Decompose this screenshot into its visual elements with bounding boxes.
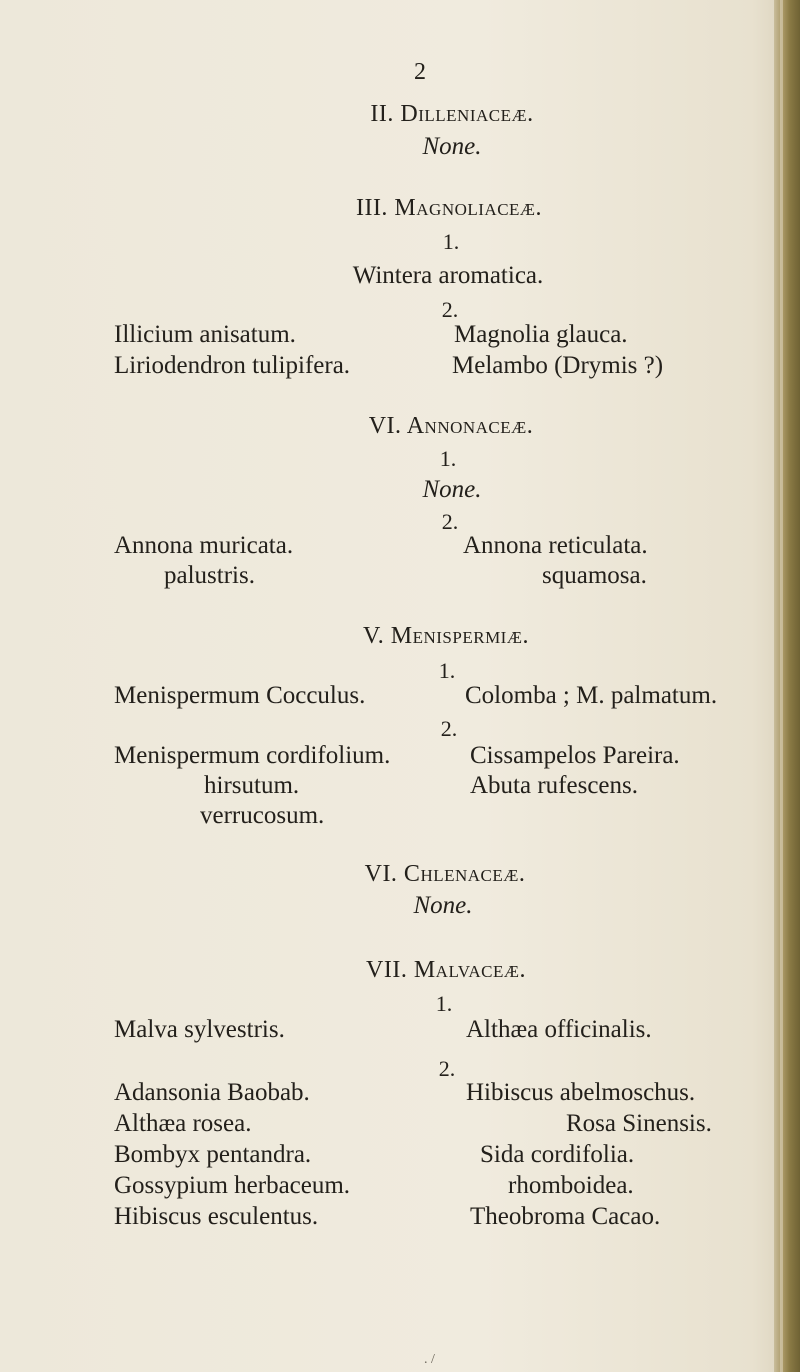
malvaceae-right-item: rhomboidea. — [508, 1172, 634, 1199]
dilleniaceae-heading: II. Dilleniaceæ. — [370, 101, 534, 127]
page-edge — [774, 0, 800, 1372]
malvaceae-left-item: Adansonia Baobab. — [114, 1079, 310, 1106]
footer-mark: . / — [424, 1352, 435, 1367]
magnoliaceae-left-item: Liriodendron tulipifera. — [114, 352, 351, 379]
annonaceae-left-item: Annona muricata. — [114, 532, 294, 559]
malvaceae-left-item: Hibiscus esculentus. — [114, 1203, 319, 1230]
menispermiae-left-item: verrucosum. — [200, 802, 325, 829]
malvaceae-right-item: Theobroma Cacao. — [470, 1203, 661, 1230]
annonaceae-heading: VI. Annonaceæ. — [368, 413, 534, 439]
malvaceae-heading: VII. Malvaceæ. — [366, 957, 526, 983]
page-number: 2 — [414, 59, 426, 85]
annonaceae-left-item: palustris. — [164, 562, 255, 589]
dilleniaceae-note: None. — [422, 133, 482, 160]
menispermiae-heading: V. Menispermiæ. — [363, 623, 529, 649]
menispermiae-right-item: Cissampelos Pareira. — [470, 742, 680, 769]
chlenaceae-heading: VI. Chlenaceæ. — [364, 861, 526, 887]
malvaceae-left-item: Althæa rosea. — [114, 1110, 252, 1137]
annonaceae-right-item: squamosa. — [542, 562, 647, 589]
annonaceae-group1-note: None. — [422, 476, 482, 503]
magnoliaceae-right-item: Melambo (Drymis ?) — [452, 352, 664, 379]
menispermiae-group2-label: 2. — [440, 716, 458, 741]
annonaceae-right-item: Annona reticulata. — [463, 532, 648, 559]
annonaceae-group2-label: 2. — [441, 509, 459, 534]
magnoliaceae-heading: III. Magnoliaceæ. — [355, 195, 543, 221]
malvaceae-left-item: Gossypium herbaceum. — [114, 1172, 351, 1199]
menispermiae-group1-left: Menispermum Cocculus. — [114, 682, 366, 709]
malvaceae-right-item: Rosa Sinensis. — [566, 1110, 712, 1137]
chlenaceae-note: None. — [413, 892, 473, 919]
malvaceae-group1-label: 1. — [435, 991, 453, 1016]
menispermiae-group1-right: Colomba ; M. palmatum. — [465, 682, 718, 709]
menispermiae-left-item: Menispermum cordifolium. — [114, 742, 391, 769]
annonaceae-group1-label: 1. — [439, 446, 457, 471]
menispermiae-right-item: Abuta rufescens. — [470, 772, 638, 799]
menispermiae-left-item: hirsutum. — [204, 772, 300, 799]
malvaceae-right-item: Hibiscus abelmoschus. — [466, 1079, 696, 1106]
magnoliaceae-group1-item: Wintera aromatica. — [352, 262, 544, 289]
malvaceae-group1-right: Althæa officinalis. — [466, 1016, 652, 1043]
malvaceae-group1-left: Malva sylvestris. — [114, 1016, 285, 1043]
menispermiae-group1-label: 1. — [438, 658, 456, 683]
malvaceae-group2-label: 2. — [438, 1056, 456, 1081]
malvaceae-right-item: Sida cordifolia. — [480, 1141, 635, 1168]
magnoliaceae-group2-label: 2. — [441, 297, 459, 322]
magnoliaceae-left-item: Illicium anisatum. — [114, 321, 296, 348]
malvaceae-left-item: Bombyx pentandra. — [114, 1141, 312, 1168]
magnoliaceae-right-item: Magnolia glauca. — [454, 321, 628, 348]
magnoliaceae-group1-label: 1. — [442, 229, 460, 254]
